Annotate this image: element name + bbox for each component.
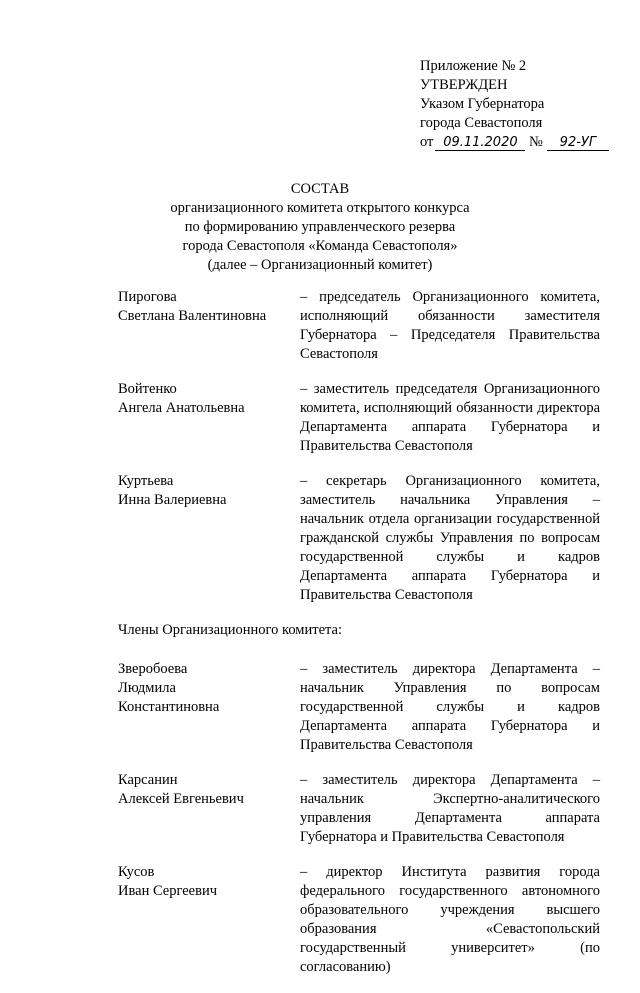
committee-row bbox=[118, 771, 600, 847]
committee-row bbox=[118, 472, 600, 605]
person-role: – секретарь Организационного комитета, заместитель начальника Управления – начальник отдела организации государственной гражданской службы Управления по вопросам государственной службы и кадров Департамента аппарата Губернатора и Правительства Севастополя bbox=[300, 473, 600, 603]
surname: Куртьева bbox=[118, 473, 174, 489]
person-name bbox=[118, 380, 300, 456]
title-line-2: по формированию управленческого резерва bbox=[184, 219, 456, 235]
committee-row bbox=[118, 380, 600, 456]
title-heading: СОСТАВ bbox=[290, 181, 350, 197]
decree-number: 92-УГ bbox=[547, 135, 609, 151]
committee-row bbox=[118, 660, 600, 755]
person-role: – заместитель директора Департамента – начальник Управления по вопросам государственной службы и кадров Департамента аппарата Губернатора и Правительства Севастополя bbox=[300, 661, 600, 753]
appendix-label: Приложение № 2 bbox=[420, 58, 527, 74]
date-number-line bbox=[420, 133, 630, 152]
patronymic: Константиновна bbox=[118, 699, 220, 715]
given-name: Иван Сергеевич bbox=[118, 883, 218, 899]
given-name: Людмила bbox=[118, 680, 176, 696]
decree-date: 09.11.2020 bbox=[435, 135, 525, 151]
number-prefix: № bbox=[529, 134, 543, 150]
given-name: Светлана Валентиновна bbox=[118, 308, 267, 324]
approval-stamp bbox=[420, 57, 630, 152]
person-name bbox=[118, 472, 300, 605]
person-role: – председатель Организационного комитета, исполняющий обязанности заместителя Губернатора – Председателя Правительства Севастополя bbox=[300, 289, 600, 362]
title-line-3: города Севастополя «Команда Севастополя» bbox=[182, 238, 458, 254]
document-title bbox=[150, 180, 490, 275]
approved-label: УТВЕРЖДЕН bbox=[420, 77, 508, 93]
surname: Пирогова bbox=[118, 289, 177, 305]
person-name bbox=[118, 771, 300, 847]
surname: Войтенко bbox=[118, 381, 177, 397]
given-name: Инна Валериевна bbox=[118, 492, 227, 508]
committee-row bbox=[118, 288, 600, 364]
surname: Карсанин bbox=[118, 772, 178, 788]
given-name: Алексей Евгеньевич bbox=[118, 791, 244, 807]
title-line-4: (далее – Организационный комитет) bbox=[207, 257, 433, 273]
committee-list bbox=[118, 288, 600, 993]
date-prefix: от bbox=[420, 134, 434, 150]
person-name bbox=[118, 288, 300, 364]
person-name bbox=[118, 660, 300, 755]
given-name: Ангела Анатольевна bbox=[118, 400, 245, 416]
decree-label: Указом Губернатора bbox=[420, 96, 545, 112]
surname: Кусов bbox=[118, 864, 155, 880]
person-role: – заместитель председателя Организационного комитета, исполняющий обязанности директора Департамента аппарата Губернатора и Правительства Севастополя bbox=[300, 381, 600, 454]
person-role: – директор Института развития города федерального государственного автономного образовательного учреждения высшего образования «Севастопольский государственный университет» (по согласованию) bbox=[300, 864, 600, 975]
surname: Зверобоева bbox=[118, 661, 188, 677]
title-line-1: организационного комитета открытого конкурса bbox=[170, 200, 470, 216]
city-label: города Севастополя bbox=[420, 115, 543, 131]
committee-row bbox=[118, 863, 600, 977]
person-role: – заместитель директора Департамента – начальник Экспертно-аналитического управления Департамента аппарата Губернатора и Правительства Севастополя bbox=[300, 772, 600, 845]
members-heading: Члены Организационного комитета: bbox=[118, 622, 342, 638]
person-name bbox=[118, 863, 300, 977]
